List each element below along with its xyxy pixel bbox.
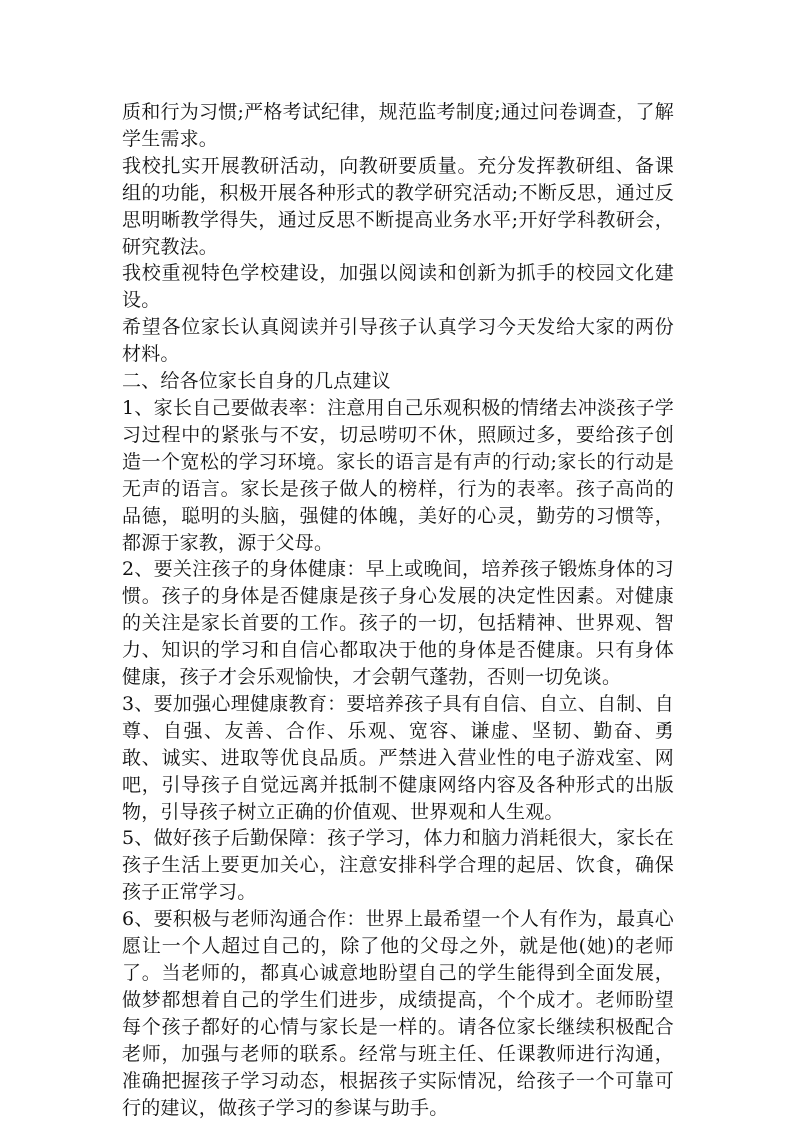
paragraph-advice-1-role-model: 1、家长自己要做表率：注意用自己乐观积极的情绪去冲淡孩子学习过程中的紧张与不安，切忌唠叨不休，照顾过多，要给孩子创造一个宽松的学习环境。家长的语言是有声的行动;家长的行动是无声的语言。家长是孩子做人的榜样，行为的表率。孩子高尚的品德，聪明的头脑，强健的体魄，美好的心灵，勤劳的习惯等，都源于家教，源于父母。 <box>122 396 674 554</box>
paragraph-reading-materials: 希望各位家长认真阅读并引导孩子认真学习今天发给大家的两份材料。 <box>122 316 674 366</box>
paragraph-advice-2-physical-health: 2、要关注孩子的身体健康：早上或晚间，培养孩子锻炼身体的习惯。孩子的身体是否健康是孩子身心发展的决定性因素。对健康的关注是家长首要的工作。孩子的一切，包括精神、世界观、智力、知识的学习和自信心都取决于他的身体是否健康。只有身体健康，孩子才会乐观愉快，才会朝气蓬勃，否则一切免谈。 <box>122 558 674 689</box>
paragraph-school-rules-continued: 质和行为习惯;严格考试纪律，规范监考制度;通过问卷调查，了解学生需求。 <box>122 101 674 150</box>
document-body <box>122 99 674 1121</box>
section-heading-parent-advice: 二、给各位家长自身的几点建议 <box>122 370 391 393</box>
paragraph-advice-6-teacher-communication: 6、要积极与老师沟通合作：世界上最希望一个人有作为，最真心愿让一个人超过自己的，除了他的父母之外，就是他(她)的老师了。当老师的，都真心诚意地盼望自己的学生能得到全面发展，做梦都想着自己的学生们进步，成绩提高，个个成才。老师盼望每个孩子都好的心情与家长是一样的。请各位家长继续积极配合老师，加强与老师的联系。经常与班主任、任课教师进行沟通，准确把握孩子学习动态，根据孩子实际情况，给孩子一个可靠可行的建议，做孩子学习的参谋与助手。 <box>122 908 674 1119</box>
paragraph-school-culture: 我校重视特色学校建设，加强以阅读和创新为抓手的校园文化建设。 <box>122 262 674 312</box>
paragraph-advice-5-logistics: 5、做好孩子后勤保障：孩子学习，体力和脑力消耗很大，家长在孩子生活上要更加关心，注意安排科学合理的起居、饮食，确保孩子正常学习。 <box>122 827 674 904</box>
paragraph-advice-3-mental-health: 3、要加强心理健康教育：要培养孩子具有自信、自立、自制、自尊、自强、友善、合作、乐观、宽容、谦虚、坚韧、勤奋、勇敢、诚实、进取等优良品质。严禁进入营业性的电子游戏室、网吧，引导孩子自觉远离并抵制不健康网络内容及各种形式的出版物，引导孩子树立正确的价值观、世界观和人生观。 <box>122 692 674 823</box>
paragraph-teaching-research: 我校扎实开展教研活动，向教研要质量。充分发挥教研组、备课组的功能，积极开展各种形式的教学研究活动;不断反思，通过反思明晰教学得失，通过反思不断提高业务水平;开好学科教研会，研究教法。 <box>122 154 674 258</box>
